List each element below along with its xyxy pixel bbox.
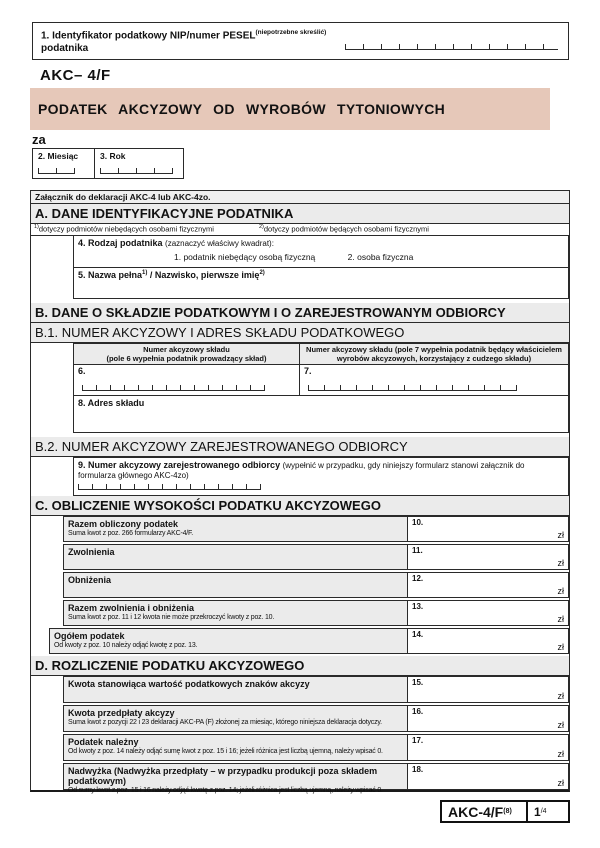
taxpayer-type-hint: (zaznaczyć właściwy kwadrat):	[165, 239, 274, 248]
taxpayer-type-option-2[interactable]: 2. osoba fizyczna	[347, 252, 414, 262]
taxpayer-id-label-text: 1. Identyfikator podatkowy NIP/numer PESEL	[41, 30, 256, 42]
table-row-17	[63, 734, 569, 761]
row-label: Obniżenia	[63, 572, 407, 598]
currency-label: zł	[557, 691, 564, 701]
taxpayer-id-input[interactable]	[345, 44, 558, 50]
currency-label: zł	[557, 530, 564, 540]
amount-field-17[interactable]: 17. zł	[407, 734, 569, 761]
year-input[interactable]	[100, 168, 173, 174]
table-row-18	[63, 763, 569, 794]
table-row-10	[63, 516, 569, 542]
warehouse-number-table-header	[73, 343, 569, 365]
table-row-15	[63, 676, 569, 703]
section-b2-header: B.2. NUMER AKCYZOWY ZAREJESTROWANEGO ODBIORCY	[31, 437, 569, 457]
taxpayer-type-options	[74, 252, 568, 262]
section-b1-header: B.1. NUMER AKCYZOWY I ADRES SKŁADU PODATKOWEGO	[31, 323, 569, 343]
full-name-label: 5. Nazwa pełna$^{1)}$ / Nazwisko, pierwsze imię$^{2)}$	[78, 270, 265, 280]
amount-field-16[interactable]: 16. zł	[407, 705, 569, 732]
warehouse-col2-header: Numer akcyzowy składu (pole 7 wypełnia podatnik będący właścicielem wyrobów akcyzowych, korzystający z cudzego składu)	[306, 345, 562, 363]
amount-field-14[interactable]: 14. zł	[407, 628, 569, 654]
row-label: Kwota stanowiąca wartość podatkowych znaków akcyzy	[63, 676, 407, 703]
form-code: AKC– 4/F	[40, 67, 111, 84]
amount-field-10[interactable]: 10. zł	[407, 516, 569, 542]
form-title-banner: PODATEK AKCYZOWY OD WYROBÓW TYTONIOWYCH	[30, 88, 550, 130]
currency-label: zł	[557, 642, 564, 652]
field-7-input[interactable]	[308, 385, 517, 391]
row-label: Ogółem podatek Od kwoty z poz. 10 należy odjąć kwotę z poz. 13.	[49, 628, 407, 654]
month-label: 2. Miesiąc	[38, 151, 79, 161]
amount-field-13[interactable]: 13. zł	[407, 600, 569, 626]
field-6-number: 6.	[78, 366, 86, 376]
month-field	[33, 149, 95, 178]
registered-consignee-field	[73, 457, 569, 496]
amount-field-11[interactable]: 11. zł	[407, 544, 569, 570]
attachment-note: Załącznik do deklaracji AKC-4 lub AKC-4zo.	[31, 191, 569, 204]
table-row-12	[63, 572, 569, 598]
period-prefix: za	[32, 132, 46, 147]
full-name-field[interactable]	[73, 268, 569, 299]
field-6-input[interactable]	[82, 385, 265, 391]
footer-page-box	[440, 800, 570, 823]
row-label: Razem zwolnienia i obniżenia Suma kwot z poz. 11 i 12 kwota nie może przekroczyć kwoty z poz. 10.	[63, 600, 407, 626]
warehouse-col1-header: Numer akcyzowy składu (pole 6 wypełnia podatnik prowadzący skład)	[74, 344, 300, 364]
amount-field-18[interactable]: 18. zł	[407, 763, 569, 790]
table-row-14	[49, 628, 569, 654]
amount-field-12[interactable]: 12. zł	[407, 572, 569, 598]
taxpayer-type-label: 4. Rodzaj podatnika (zaznaczyć właściwy kwadrat):	[78, 238, 274, 248]
strike-out-note: (niepotrzebne skreślić)	[255, 29, 327, 37]
period-box	[32, 148, 184, 179]
table-row-16	[63, 705, 569, 732]
field-6-cell	[74, 365, 300, 395]
taxpayer-id-box	[32, 22, 569, 60]
footer-page-number: 1 /4	[534, 804, 547, 819]
year-field	[95, 149, 183, 178]
currency-label: zł	[557, 614, 564, 624]
row-label: Podatek należny Od kwoty z poz. 14 należy odjąć sumę kwot z poz. 15 i 16; jeżeli różnica jest liczbą ujemną, należy wpisać 0.	[63, 734, 407, 761]
year-label: 3. Rok	[100, 151, 126, 161]
section-b-header: B. DANE O SKŁADZIE PODATKOWYM I O ZAREJESTROWANYM ODBIORCY	[31, 303, 569, 323]
section-c-header: C. OBLICZENIE WYSOKOŚCI PODATKU AKCYZOWEGO	[31, 496, 569, 516]
footnote-1: $^{1)}$dotyczy podmiotów niebędących osobami fizycznymi	[34, 224, 214, 234]
field-7-cell	[300, 365, 568, 395]
taxpayer-type-option-1[interactable]: 1. podatnik niebędący osobą fizyczną	[174, 252, 316, 262]
taxpayer-id-label-suffix: podatnika	[41, 42, 89, 54]
section-a-header: A. DANE IDENTYFIKACYJNE PODATNIKA	[31, 204, 569, 224]
warehouse-number-table-cells	[73, 365, 569, 396]
table-row-13	[63, 600, 569, 626]
section-a-footnotes	[31, 224, 569, 236]
month-input[interactable]	[38, 168, 75, 174]
currency-label: zł	[557, 778, 564, 788]
row-label: Razem obliczony podatek Suma kwot z poz. 266 formularzy AKC-4/F.	[63, 516, 407, 542]
taxpayer-type-field	[73, 236, 569, 268]
row-label: Zwolnienia	[63, 544, 407, 570]
taxpayer-id-label	[41, 27, 345, 54]
registered-consignee-label: 9. Numer akcyzowy zarejestrowanego odbiorcy (wypełnić w przypadku, gdy niniejszy formularz stanowi załącznik do formularza głównego AKC-4zo)	[78, 460, 525, 480]
registered-consignee-hint: (wypełnić w przypadku, gdy niniejszy formularz stanowi załącznik do formularza głównego AKC-4zo)	[78, 461, 525, 480]
field-7-number: 7.	[304, 366, 312, 376]
footnote-2: $^{2)}$dotyczy podmiotów będących osobami fizycznymi	[258, 224, 429, 234]
table-row-11	[63, 544, 569, 570]
currency-label: zł	[557, 749, 564, 759]
currency-label: zł	[557, 586, 564, 596]
main-frame	[30, 190, 570, 792]
currency-label: zł	[557, 558, 564, 568]
warehouse-address-label: 8. Adres składu	[78, 398, 145, 408]
amount-field-15[interactable]: 15. zł	[407, 676, 569, 703]
section-d-header: D. ROZLICZENIE PODATKU AKCYZOWEGO	[31, 656, 569, 676]
currency-label: zł	[557, 720, 564, 730]
registered-consignee-input[interactable]	[78, 484, 261, 490]
row-label: Nadwyżka (Nadwyżka przedpłaty – w przypadku produkcji poza składem podatkowym) Od sumy kwot z poz. 15 i 16 należy odjąć kwotę z poz. 14; jeżeli różnica jest liczbą ujemną, należy wpisać 0.	[63, 763, 407, 790]
footer-form-code: AKC-4/F (8)	[442, 802, 528, 821]
warehouse-address-field[interactable]	[73, 396, 569, 433]
row-label: Kwota przedpłaty akcyzy Suma kwot z pozycji 22 i 23 deklaracji AKC-PA (F) złożonej za miesiąc, którego niniejsza deklaracja dotyczy.	[63, 705, 407, 732]
